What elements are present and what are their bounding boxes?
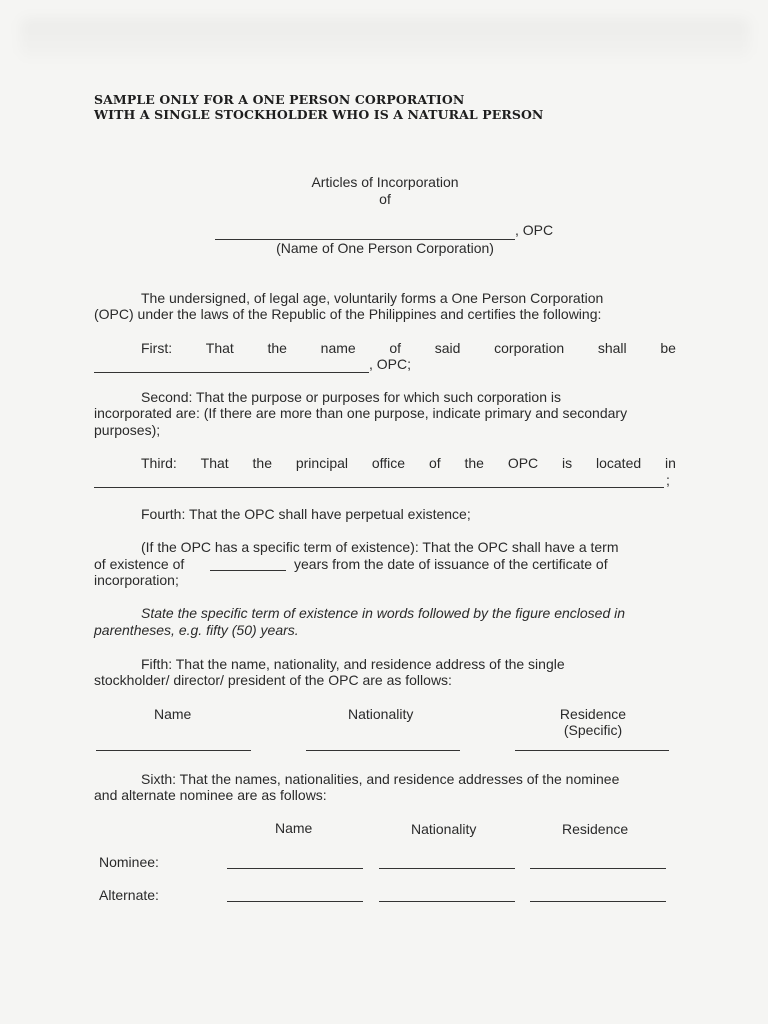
third-word: office	[371, 455, 406, 471]
nominee-label: Nominee:	[99, 854, 159, 870]
alternate-label: Alternate:	[99, 887, 159, 903]
third-word: is	[562, 455, 573, 471]
sixth-col-name: Name	[275, 820, 313, 836]
alternate-nationality-blank	[379, 901, 515, 902]
name-caption: (Name of One Person Corporation)	[276, 240, 494, 256]
fifth-line-1: Fifth: That the name, nationality, and residence address of the single	[141, 656, 565, 672]
nominee-nationality-blank	[379, 868, 515, 869]
office-location-blank	[94, 487, 664, 488]
first-word: corporation	[494, 340, 565, 356]
fifth-col-nationality: Nationality	[348, 706, 414, 722]
first-opc-suffix: , OPC;	[369, 356, 412, 372]
first-clause-line	[141, 340, 676, 357]
fifth-line-2: stockholder/ director/ president of the OPC are as follows:	[94, 672, 452, 688]
second-line-1: Second: That the purpose or purposes for which such corporation is	[141, 389, 561, 405]
term-line-3: incorporation;	[94, 572, 179, 588]
intro-line-1: The undersigned, of legal age, voluntarily forms a One Person Corporation	[141, 290, 604, 306]
nominee-residence-blank	[530, 868, 666, 869]
alternate-name-blank	[227, 901, 363, 902]
first-word: of	[389, 340, 402, 356]
first-word: said	[434, 340, 461, 356]
third-word: That	[200, 455, 229, 471]
third-word: the	[252, 455, 272, 471]
third-clause-line	[141, 455, 676, 472]
nominee-name-blank	[227, 868, 363, 869]
term-years-blank	[210, 570, 286, 571]
alternate-residence-blank	[530, 901, 666, 902]
third-word: in	[665, 455, 676, 471]
intro-line-2: (OPC) under the laws of the Republic of the Philippines and certifies the following:	[94, 306, 602, 322]
first-word: That	[205, 340, 234, 356]
fourth-line-1: Fourth: That the OPC shall have perpetual existence;	[141, 506, 471, 522]
term-line-2a: of existence of	[94, 556, 185, 572]
note-line-2: parentheses, e.g. fifty (50) years.	[94, 622, 299, 638]
scan-bleed-through	[20, 18, 750, 58]
first-word: the	[267, 340, 287, 356]
third-word: Third:	[141, 455, 177, 471]
sixth-line-1: Sixth: That the names, nationalities, and residence addresses of the nominee	[141, 771, 620, 787]
term-line-2b: years from the date of issuance of the certificate of	[294, 556, 608, 572]
first-name-blank	[94, 372, 369, 373]
stockholder-name-blank	[96, 750, 251, 751]
opc-suffix: , OPC	[515, 222, 554, 238]
sixth-col-residence: Residence	[562, 821, 629, 837]
first-word: name	[320, 340, 356, 356]
first-word: be	[660, 340, 676, 356]
third-word: located	[596, 455, 642, 471]
sample-notice-line-1: SAMPLE ONLY FOR A ONE PERSON CORPORATION	[94, 92, 465, 107]
fifth-col-name: Name	[154, 706, 192, 722]
sample-notice-line-2: WITH A SINGLE STOCKHOLDER WHO IS A NATURAL PERSON	[94, 107, 544, 122]
second-line-2: incorporated are: (If there are more than one purpose, indicate primary and secondary	[94, 405, 628, 421]
first-word: shall	[597, 340, 627, 356]
document-title-of: of	[379, 191, 391, 207]
sixth-line-2: and alternate nominee are as follows:	[94, 787, 327, 803]
term-line-1: (If the OPC has a specific term of existence): That the OPC shall have a term	[141, 539, 619, 555]
stockholder-residence-blank	[515, 750, 669, 751]
third-end: ;	[666, 472, 670, 488]
stockholder-nationality-blank	[306, 750, 460, 751]
sixth-col-nationality: Nationality	[411, 821, 477, 837]
third-word: principal	[295, 455, 348, 471]
second-line-3: purposes);	[94, 422, 161, 438]
note-line-1: State the specific term of existence in words followed by the figure enclosed in	[141, 605, 626, 621]
third-word: the	[464, 455, 484, 471]
fifth-col-residence: Residence	[559, 706, 627, 722]
first-word: First:	[141, 340, 173, 356]
third-word: of	[428, 455, 441, 471]
fifth-col-residence-note: (Specific)	[563, 722, 623, 738]
third-word: OPC	[507, 455, 539, 471]
document-title: Articles of Incorporation	[311, 174, 459, 190]
